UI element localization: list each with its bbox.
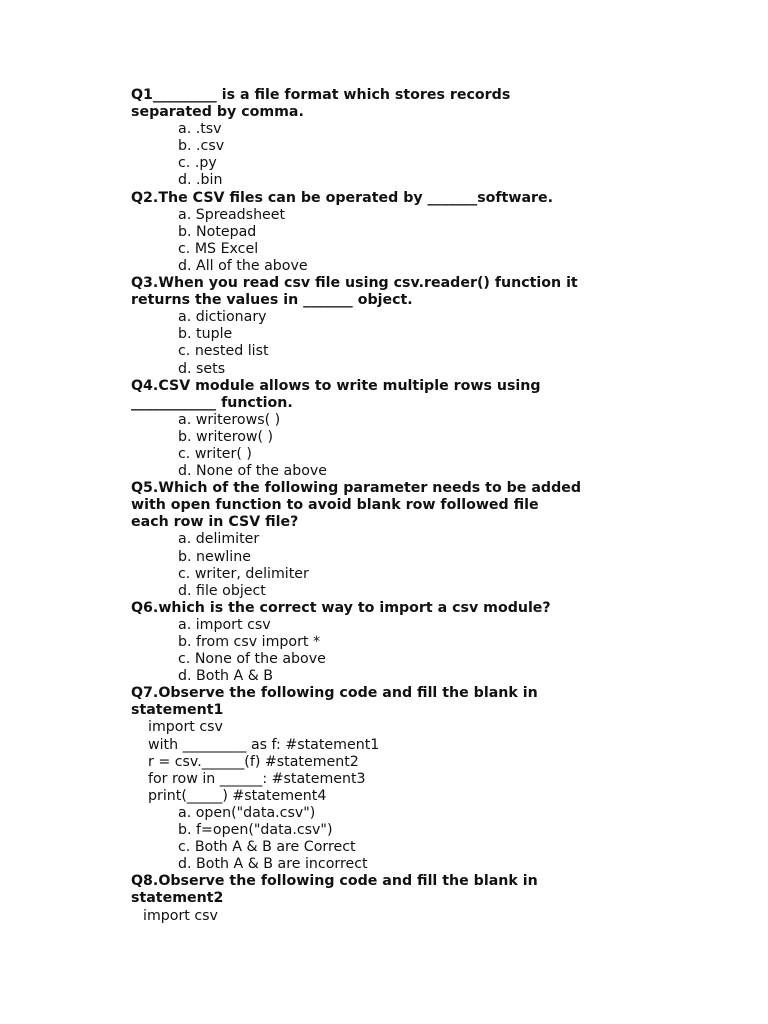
option-a: a. .tsv [178, 121, 222, 138]
option-c: c. writer, delimiter [178, 565, 309, 582]
code-line: import csv [143, 907, 218, 924]
question-text: Q3.When you read csv file using csv.reader() function it [131, 275, 578, 292]
option-b: b. .csv [178, 138, 225, 155]
question-text: statement1 [131, 702, 224, 719]
question-8 [131, 873, 731, 924]
question-text: Q2.The CSV files can be operated by _______software. [131, 189, 554, 206]
question-6 [131, 600, 731, 685]
option-b: b. tuple [178, 326, 233, 343]
option-a: a. writerows( ) [178, 411, 281, 428]
question-text: separated by comma. [131, 104, 304, 121]
question-text: Q8.Observe the following code and fill the blank in [131, 873, 538, 890]
option-b: b. from csv import * [178, 634, 321, 650]
question-text: with open function to avoid blank row followed file [131, 497, 539, 514]
question-text: Q5.Which of the following parameter needs to be added [131, 480, 582, 497]
option-d: d. sets [178, 360, 226, 377]
question-text: Q4.CSV module allows to write multiple rows using [131, 377, 541, 394]
question-text: ____________ function. [131, 394, 293, 411]
code-line: with _________ as f: #statement1 [148, 736, 380, 753]
question-3 [131, 275, 731, 378]
question-1 [131, 87, 731, 190]
question-text: Q7.Observe the following code and fill the blank in [131, 685, 538, 702]
option-b: b. f=open("data.csv") [178, 822, 333, 839]
question-4 [131, 378, 731, 481]
option-c: c. writer( ) [178, 445, 252, 462]
option-d: d. Both A & B [178, 668, 274, 685]
option-b: b. writerow( ) [178, 428, 274, 445]
option-c: c. Both A & B are Correct [178, 839, 356, 856]
option-a: a. Spreadsheet [178, 206, 286, 223]
question-7 [131, 685, 731, 873]
question-5 [131, 480, 731, 600]
option-a: a. dictionary [178, 309, 267, 326]
option-a: a. import csv [178, 616, 271, 633]
option-a: a. open("data.csv") [178, 804, 316, 821]
code-line: r = csv.______(f) #statement2 [148, 753, 359, 770]
option-d: d. Both A & B are incorrect [178, 856, 368, 873]
quiz-page [131, 87, 731, 925]
option-c: c. .py [178, 155, 217, 172]
option-d: d. .bin [178, 172, 223, 189]
option-b: b. newline [178, 548, 251, 565]
option-a: a. delimiter [178, 531, 260, 548]
question-text: statement2 [131, 890, 224, 907]
code-line: for row in ______: #statement3 [148, 770, 366, 787]
question-2 [131, 190, 731, 275]
option-c: c. None of the above [178, 651, 326, 668]
code-line: print(_____) #statement4 [148, 787, 327, 804]
question-text: returns the values in _______ object. [131, 292, 413, 309]
option-d: d. None of the above [178, 463, 328, 480]
option-d: d. All of the above [178, 257, 308, 274]
question-text: Q6.which is the correct way to import a csv module? [131, 599, 551, 616]
option-b: b. Notepad [178, 223, 257, 240]
question-text: Q1_________ is a file format which stores records [131, 87, 511, 103]
option-d: d. file object [178, 582, 266, 599]
code-line: import csv [148, 719, 223, 736]
question-text: each row in CSV file? [131, 514, 299, 531]
option-c: c. nested list [178, 343, 269, 360]
option-c: c. MS Excel [178, 240, 259, 257]
